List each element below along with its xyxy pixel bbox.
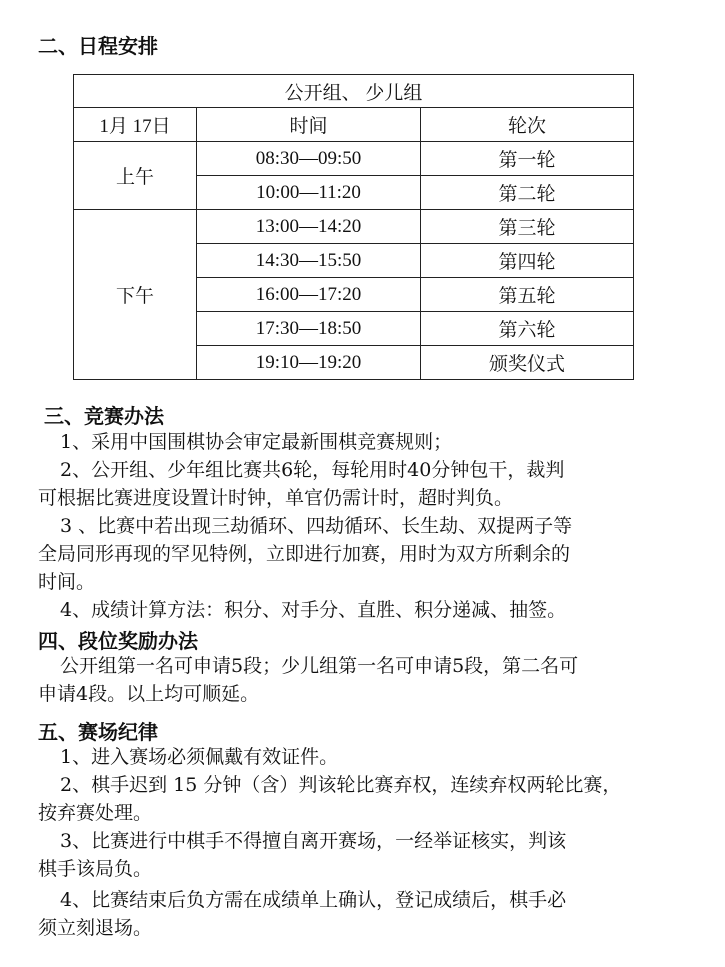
paragraph-line: 申请4段。以上均可顺延。 (38, 683, 260, 705)
round-cell: 第一轮 (421, 142, 634, 176)
paragraph-line: 时间。 (38, 571, 96, 593)
paragraph-line: 1、采用中国围棋协会审定最新围棋竞赛规则； (60, 431, 453, 453)
paragraph-line: 4、比赛结束后负方需在成绩单上确认，登记成绩后，棋手必 (60, 889, 567, 911)
section-heading-schedule: 二、日程安排 (38, 34, 158, 58)
section-heading-rules: 三、竞赛办法 (44, 404, 164, 428)
round-cell: 第四轮 (421, 244, 634, 278)
paragraph-line: 1、进入赛场必须佩戴有效证件。 (60, 746, 339, 768)
paragraph-line: 可根据比赛进度设置计时钟，单官仍需计时，超时判负。 (38, 487, 514, 509)
schedule-table (73, 74, 634, 380)
header-round: 轮次 (421, 108, 634, 142)
time-cell: 08:30—09:50 (197, 142, 421, 176)
paragraph-line: 2、棋手迟到 15 分钟（含）判该轮比赛弃权，连续弃权两轮比赛， (60, 774, 622, 796)
round-cell: 颁奖仪式 (421, 346, 634, 380)
section-heading-discipline: 五、赛场纪律 (38, 720, 158, 744)
paragraph-line: 3、比赛进行中棋手不得擅自离开赛场，一经举证核实，判该 (60, 830, 567, 852)
time-cell: 13:00—14:20 (197, 210, 421, 244)
period-morning: 上午 (74, 142, 197, 210)
header-time: 时间 (197, 108, 421, 142)
paragraph-line: 3 、比赛中若出现三劫循环、四劫循环、长生劫、双提两子等 (60, 515, 573, 537)
round-cell: 第二轮 (421, 176, 634, 210)
paragraph-line: 公开组第一名可申请5段；少儿组第一名可申请5段，第二名可 (60, 655, 579, 677)
time-cell: 10:00—11:20 (197, 176, 421, 210)
paragraph-line: 按弃赛处理。 (38, 802, 153, 824)
table-row (74, 210, 634, 244)
period-afternoon: 下午 (74, 210, 197, 380)
round-cell: 第三轮 (421, 210, 634, 244)
paragraph-line: 4、成绩计算方法：积分、对手分、直胜、积分递减、抽签。 (60, 599, 567, 621)
time-cell: 17:30—18:50 (197, 312, 421, 346)
paragraph-line: 2、公开组、少年组比赛共6轮，每轮用时40分钟包干，裁判 (60, 459, 565, 481)
paragraph-line: 全局同形再现的罕见特例，立即进行加赛，用时为双方所剩余的 (38, 543, 571, 565)
time-cell: 14:30—15:50 (197, 244, 421, 278)
paragraph-line: 棋手该局负。 (38, 858, 153, 880)
time-cell: 19:10—19:20 (197, 346, 421, 380)
round-cell: 第六轮 (421, 312, 634, 346)
paragraph-line: 须立刻退场。 (38, 917, 153, 939)
table-row (74, 142, 634, 176)
round-cell: 第五轮 (421, 278, 634, 312)
header-date: 1月 17日 (74, 108, 197, 142)
time-cell: 16:00—17:20 (197, 278, 421, 312)
table-title: 公开组、 少儿组 (74, 75, 634, 108)
section-heading-rank-award: 四、段位奖励办法 (38, 629, 198, 653)
